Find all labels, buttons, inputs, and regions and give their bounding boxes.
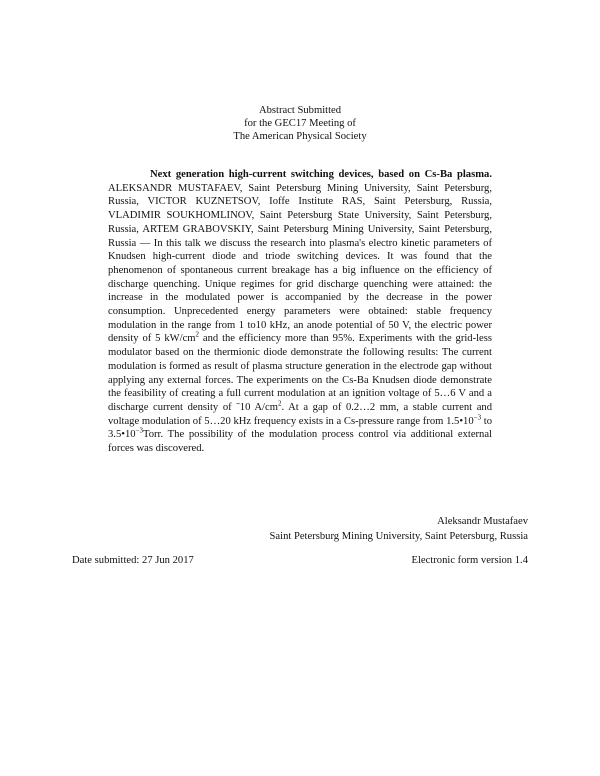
header-line-2: for the GEC17 Meeting of (244, 118, 356, 129)
abstract-paragraph (108, 168, 492, 456)
submission-header (0, 104, 600, 143)
abstract-body-3: . At a gap of 0.2…2 mm, a stable current and voltage modulation of 5…20 kHz frequency exists in a Cs-pressure range from 1.5•10 (108, 401, 492, 427)
abstract-body-4: to 3.5•10 (108, 415, 492, 441)
date-submitted: Date submitted: 27 Jun 2017 (72, 555, 194, 566)
abstract-title: Next generation high-current switching devices, based on Cs-Ba plasma. (150, 169, 492, 180)
superscript-2: 2 (277, 399, 282, 408)
author-list: ALEKSANDR MUSTAFAEV, Saint Petersburg Mining University, Saint Petersburg, Russia, VICTOR KUZNETSOV, Ioffe Institute RAS, Saint Petersburg, Russia, VLADIMIR SOUKHOMLINOV, Saint Petersburg State University, Saint Petersburg, Russia, ARTEM GRABOVSKIY, Saint Petersburg Mining University, Saint Petersburg, Russia (108, 182, 492, 249)
superscript-1: 2 (195, 330, 200, 339)
abstract-body-5: Torr. The possibility of the modulation process control via additional external forces was discovered. (108, 429, 492, 455)
header-line-3: The American Physical Society (233, 131, 367, 142)
superscript-3: −3 (473, 413, 482, 422)
header-line-1: Abstract Submitted (258, 105, 342, 116)
submitter-block (128, 514, 528, 544)
superscript-4: −3 (135, 426, 143, 435)
form-version: Electronic form version 1.4 (411, 555, 528, 566)
submitter-affiliation: Saint Petersburg Mining University, Saint Petersburg, Russia (269, 531, 528, 542)
submitter-name: Aleksandr Mustafaev (437, 516, 528, 527)
abstract-body-2: and the efficiency more than 95%. Experiments with the grid-less modulator based on the thermionic diode demonstrate the following results: The current modulation is formed as result of plasma structure generation in the electrode gap without applying any external forces. The experiments on the Cs-Ba Knudsen diode demonstrate the feasibility of creating a full current modulation at an ignition voltage of 5…6 V and a discharge current density of ˜10 A/cm (108, 333, 493, 413)
abstract-body-1: — In this talk we discuss the research into plasma's electro kinetic parameters of Knudsen high-current diode and triode switching devices. It was found that the phenomenon of spontaneous current breakage has a big influence on the efficiency of discharge quenching. Unique regimes for grid discharge quenching were attained: the increase in the modulated power is accompanied by the decrease in the power consumption. Unprecedented energy parameters were obtained: stable frequency modulation in the range from 1 to10 kHz, an anode potential of 50 V, the electric power density of 5 kW/cm (108, 237, 492, 345)
